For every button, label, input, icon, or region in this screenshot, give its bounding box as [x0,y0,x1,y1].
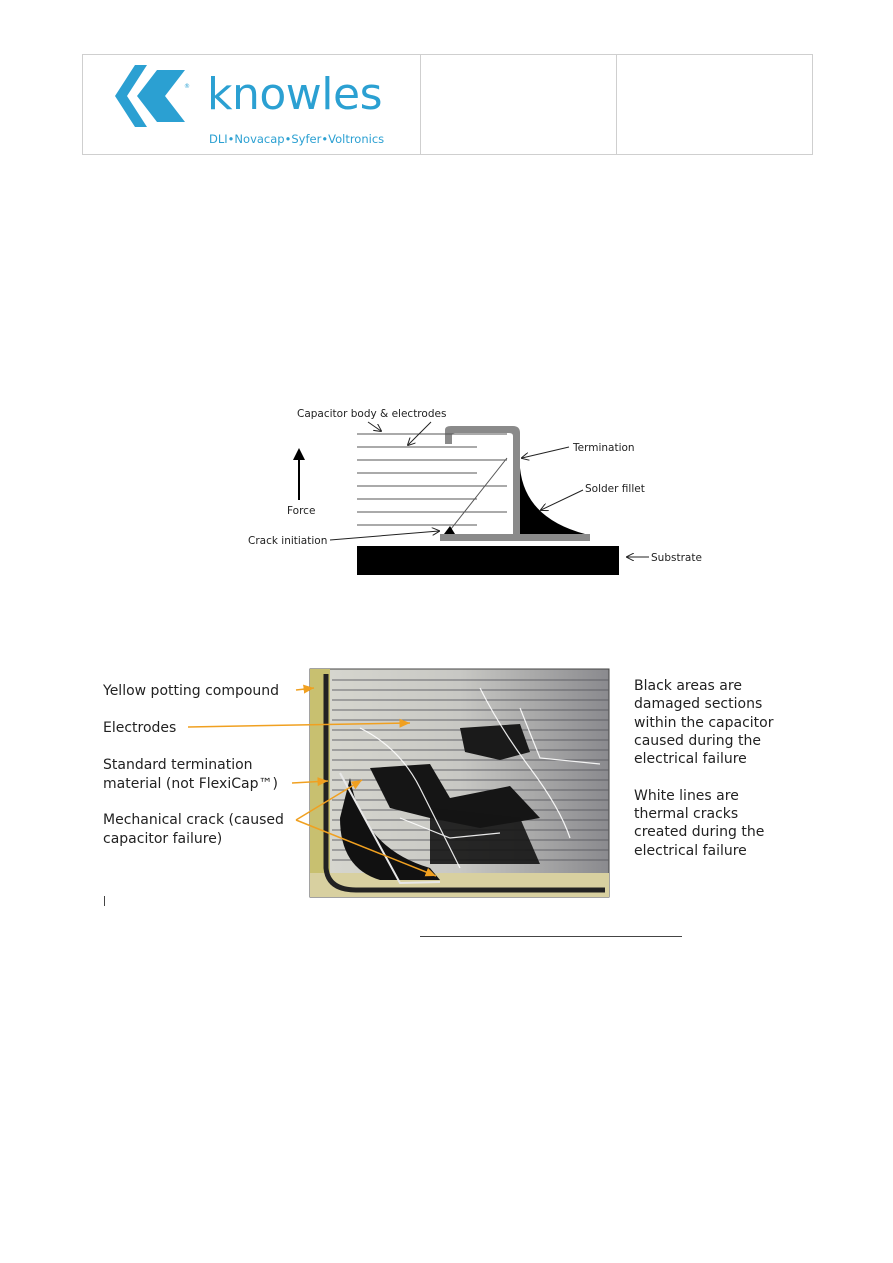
solder-fillet-shape [520,468,585,534]
logo-wordmark: knowles [207,69,382,120]
document-header [82,54,813,155]
micrograph-figure [100,668,800,913]
note-black-4: caused during the [634,733,761,749]
label-electrodes: Electrodes [103,720,177,736]
label-crack-2: capacitor failure) [103,831,223,847]
crack-initiation-mark [444,526,455,534]
note-white-1: White lines are [634,788,739,804]
substrate-block [357,546,619,575]
header-cell-middle [421,55,617,154]
label-solder: Solder fillet [585,483,645,495]
capacitor-crack-diagram [245,400,715,580]
crack-line [447,458,507,534]
label-termination-1: Standard termination [103,757,253,773]
label-potting: Yellow potting compound [103,683,280,699]
label-termination-2: material (not FlexiCap™) [103,776,278,792]
solder-pad [440,534,590,541]
micrograph-photo [310,669,609,897]
note-black-1: Black areas are [634,678,742,694]
label-crack: Crack initiation [248,535,328,547]
note-white-3: created during the [634,824,765,840]
label-force: Force [287,505,316,517]
termination-shape [445,426,520,534]
note-black-3: within the capacitor [634,715,774,731]
knowles-logo-icon [115,65,190,127]
label-crack-1: Mechanical crack (caused [103,812,284,828]
text-cursor-mark [104,896,105,906]
note-white-2: thermal cracks [634,806,739,822]
note-black-2: damaged sections [634,696,763,712]
electrode-lines [357,434,507,525]
logo-subtitle: DLI•Novacap•Syfer•Voltronics [209,132,385,146]
header-cell-right [617,55,812,154]
note-white-4: electrical failure [634,843,747,859]
caption-underline [420,936,682,937]
label-termination: Termination [573,442,635,454]
label-body: Capacitor body & electrodes [297,408,447,420]
note-black-5: electrical failure [634,751,747,767]
logo-cell [83,55,421,154]
registered-mark: ® [184,83,190,90]
label-substrate: Substrate [651,552,702,564]
